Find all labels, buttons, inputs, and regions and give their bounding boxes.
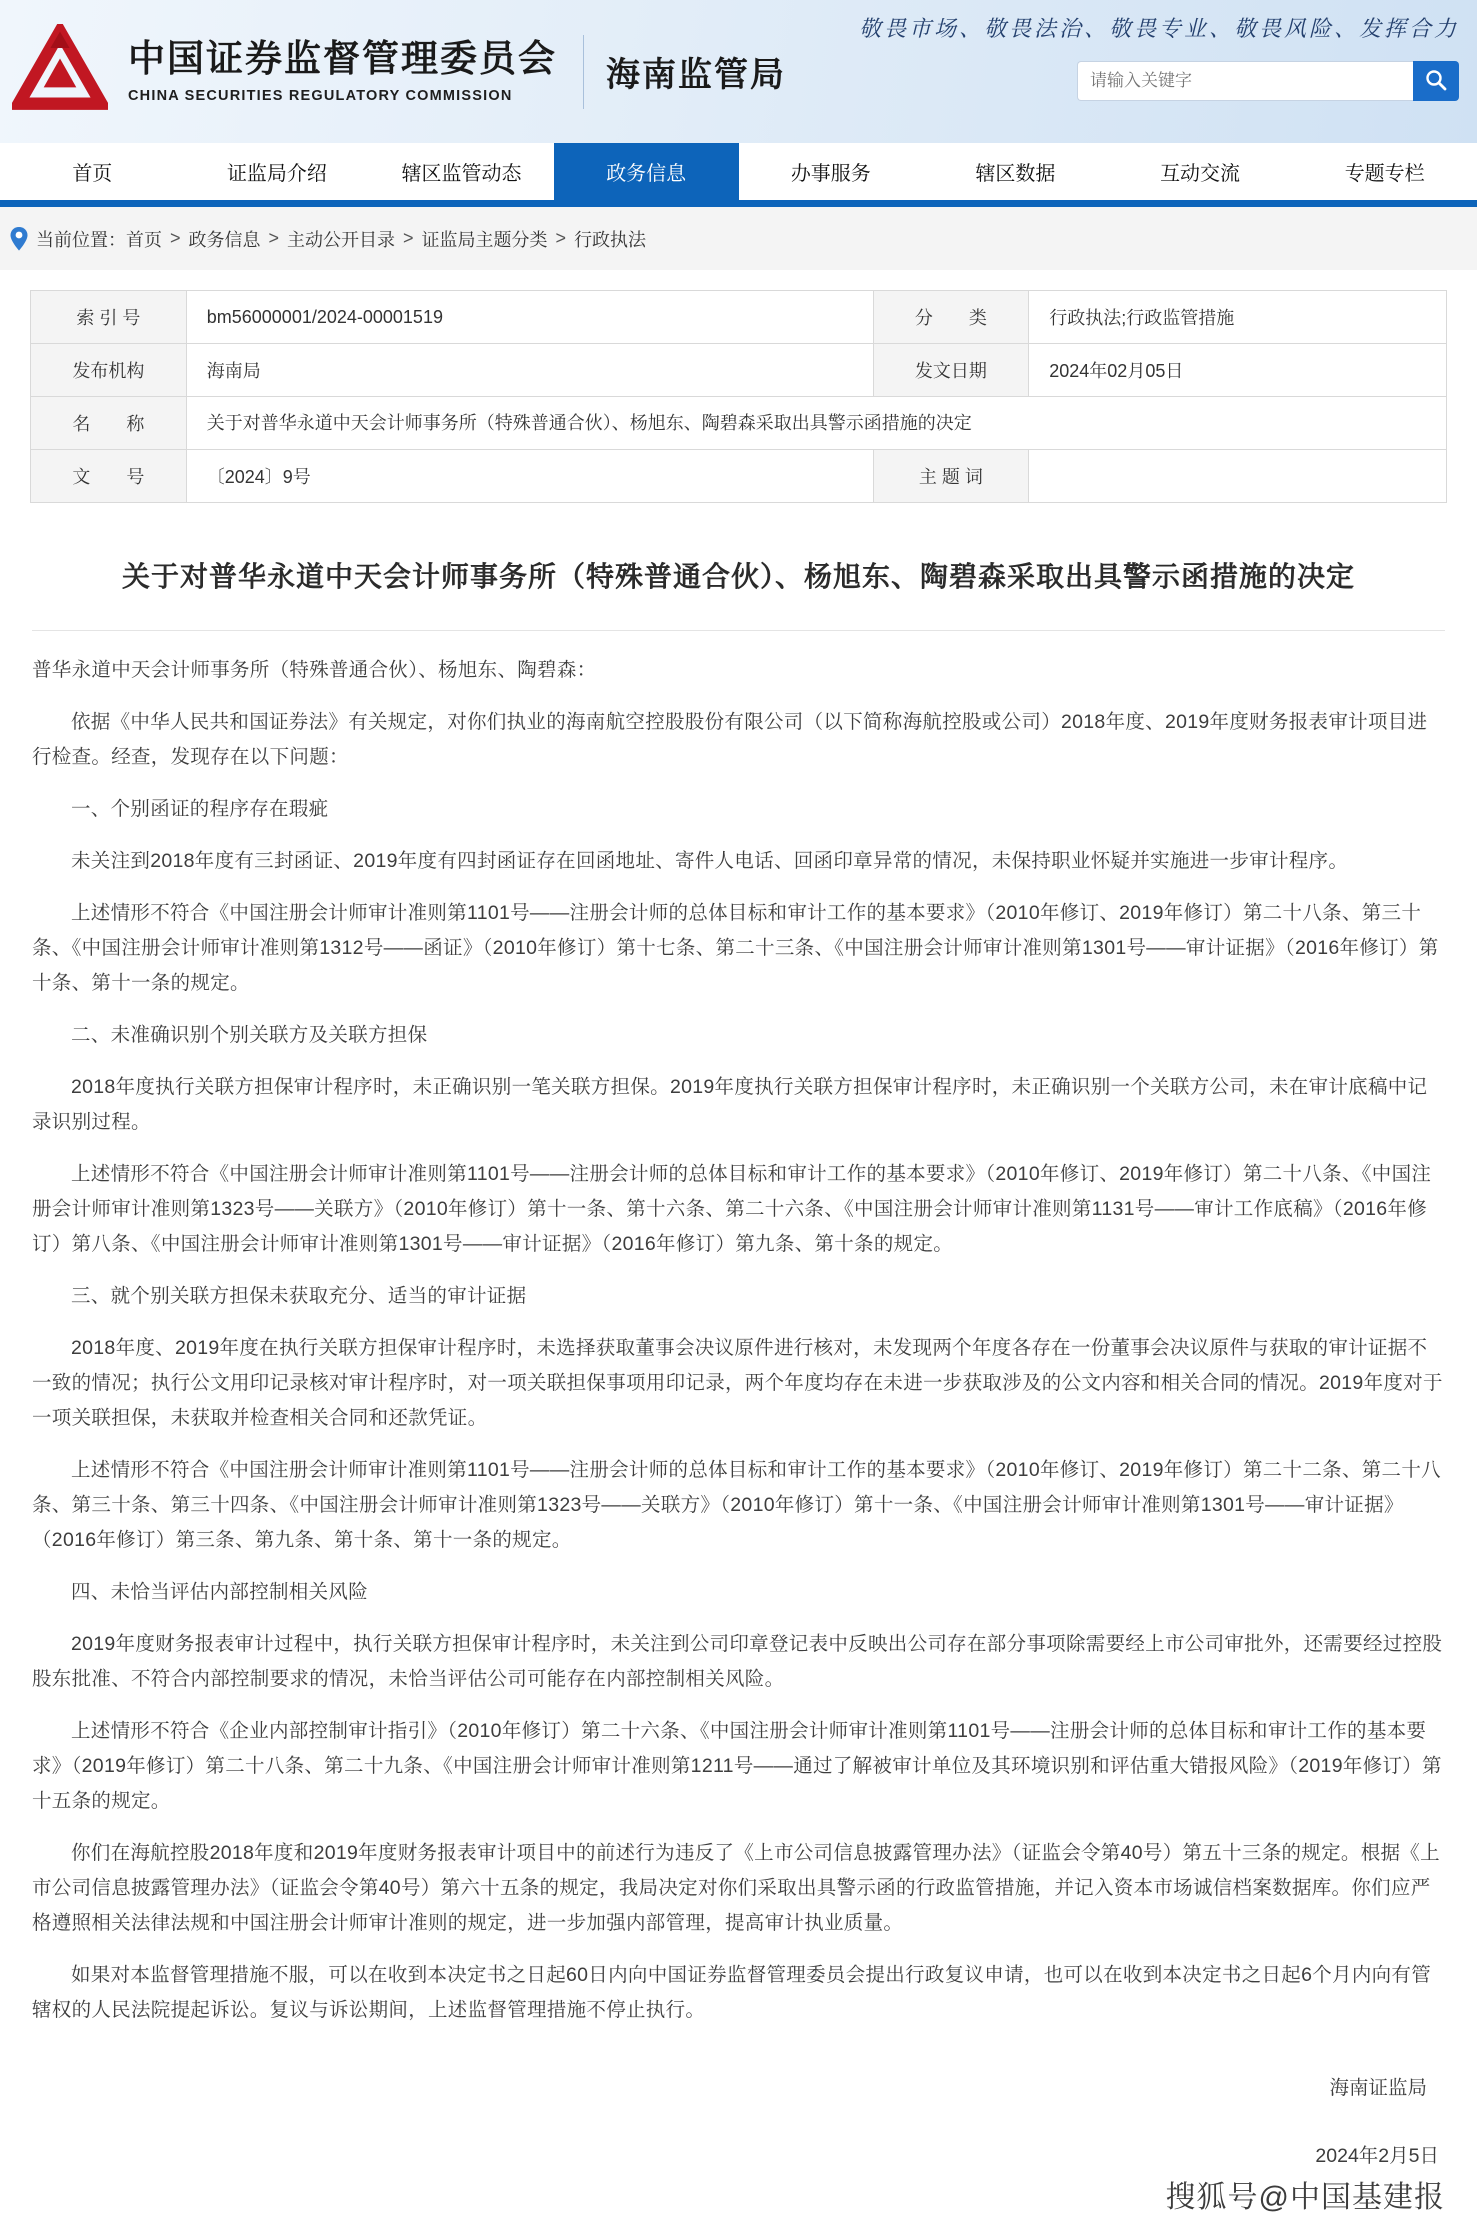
meta-value-subject-words bbox=[1029, 450, 1447, 503]
article-paragraph: 依据《中华人民共和国证券法》有关规定，对你们执业的海南航空控股股份有限公司（以下简称海航控股或公司）2018年度、2019年度财务报表审计项目进行检查。经查，发现存在以下问题： bbox=[32, 711, 1428, 769]
breadcrumb-link-enforcement[interactable]: 行政执法 bbox=[574, 229, 647, 250]
table-row bbox=[31, 344, 1447, 397]
search-bar bbox=[859, 61, 1459, 101]
article-paragraph: 如果对本监督管理措施不服，可以在收到本决定书之日起60日内向中国证券监督管理委员会提出行政复议申请，也可以在收到本决定书之日起6个月内向有管辖权的人民法院提起诉讼。复议与诉讼期间，上述监督管理措施不停止执行。 bbox=[32, 1964, 1432, 2022]
nav-underline bbox=[0, 200, 1477, 207]
article bbox=[0, 555, 1477, 2216]
search-button[interactable] bbox=[1413, 61, 1459, 101]
meta-value-issue-date: 2024年02月05日 bbox=[1029, 344, 1447, 397]
meta-label-index-no: 索 引 号 bbox=[31, 291, 187, 344]
search-input[interactable] bbox=[1077, 61, 1413, 101]
document-body bbox=[32, 653, 1445, 2028]
search-icon bbox=[1424, 68, 1448, 95]
meta-label-subject-words: 主 题 词 bbox=[873, 450, 1029, 503]
document-meta-table bbox=[30, 290, 1447, 503]
breadcrumb bbox=[10, 226, 646, 252]
article-paragraph: 上述情形不符合《中国注册会计师审计准则第1101号——注册会计师的总体目标和审计工作的基本要求》（2010年修订、2019年修订）第二十八条、第三十条、《中国注册会计师审计准则第1312号——函证》（2010年修订）第十七条、第二十三条、《中国注册会计师审计准则第1301号——审计证据》（2016年修订）第十条、第十一条的规定。 bbox=[32, 902, 1439, 995]
article-paragraph: 二、未准确识别个别关联方及关联方担保 bbox=[71, 1024, 428, 1047]
breadcrumb-separator: > bbox=[555, 228, 567, 248]
bureau-name: 海南监管局 bbox=[606, 56, 786, 94]
breadcrumb-separator: > bbox=[403, 228, 414, 248]
article-paragraph: 你们在海航控股2018年度和2019年度财务报表审计项目中的前述行为违反了《上市公司信息披露管理办法》（证监会令第40号）第五十三条的规定。根据《上市公司信息披露管理办法》（证监会令第40号）第六十五条的规定，我局决定对你们采取出具警示函的行政监管措施，并记入资本市场诚信档案数据库。你们应严格遵照相关法律法规和中国注册会计师审计准则的规定，进一步加强内部管理，提高审计执业质量。 bbox=[32, 1842, 1440, 1935]
meta-label-issue-date: 发文日期 bbox=[873, 344, 1029, 397]
nav-item-regional-data[interactable]: 辖区数据 bbox=[975, 163, 1056, 185]
breadcrumb-separator: > bbox=[268, 228, 280, 248]
table-row bbox=[31, 291, 1447, 344]
article-paragraph: 上述情形不符合《中国注册会计师审计准则第1101号——注册会计师的总体目标和审计工作的基本要求》（2010年修订、2019年修订）第二十八条、《中国注册会计师审计准则第1323号——关联方》（2010年修订）第十一条、第十六条、第二十六条、《中国注册会计师审计准则第1131号——审计工作底稿》（2016年修订）第八条、《中国注册会计师审计准则第1301号——审计证据》（2016年修订）第九条、第十条的规定。 bbox=[32, 1163, 1432, 1256]
breadcrumb-link-gov-info[interactable]: 政务信息 bbox=[188, 229, 261, 250]
header-right bbox=[859, 12, 1459, 101]
meta-label-title: 名 称 bbox=[31, 397, 187, 450]
article-paragraph: 一、个别函证的程序存在瑕疵 bbox=[71, 798, 329, 821]
article-paragraph: 2019年度财务报表审计过程中，执行关联方担保审计程序时，未关注到公司印章登记表中反映出公司存在部分事项除需要经上市公司审批外，还需要经过控股股东批准、不符合内部控制要求的情况，未恰当评估公司可能存在内部控制相关风险。 bbox=[32, 1633, 1443, 1691]
nav-item-interaction[interactable]: 互动交流 bbox=[1160, 163, 1241, 185]
signature: 海南证监局 bbox=[1329, 2077, 1427, 2100]
org-name-en: CHINA SECURITIES REGULATORY COMMISSION bbox=[128, 87, 513, 104]
location-pin-icon bbox=[10, 227, 28, 251]
nav-item-special-columns[interactable]: 专题专栏 bbox=[1344, 163, 1425, 185]
breadcrumb-link-open-directory[interactable]: 主动公开目录 bbox=[287, 229, 396, 250]
table-row bbox=[31, 397, 1447, 450]
sohu-watermark: 搜狐号@中国基建报 bbox=[1165, 2181, 1445, 2215]
breadcrumb-link-topic-category[interactable]: 证监局主题分类 bbox=[421, 229, 548, 250]
meta-value-title: 关于对普华永道中天会计师事务所（特殊普通合伙）、杨旭东、陶碧森采取出具警示函措施的决定 bbox=[186, 397, 1446, 450]
article-paragraph: 未关注到2018年度有三封函证、2019年度有四封函证存在回函地址、寄件人电话、回函印章异常的情况，未保持职业怀疑并实施进一步审计程序。 bbox=[71, 850, 1349, 873]
article-paragraph: 上述情形不符合《企业内部控制审计指引》（2010年修订）第二十六条、《中国注册会计师审计准则第1101号——注册会计师的总体目标和审计工作的基本要求》（2019年修订）第二十八条、第二十九条、《中国注册会计师审计准则第1211号——通过了解被审计单位及其环境识别和评估重大错报风险》（2019年修订）第十五条的规定。 bbox=[32, 1720, 1442, 1813]
header-divider bbox=[583, 35, 584, 109]
title-divider bbox=[32, 630, 1445, 631]
article-paragraph: 四、未恰当评估内部控制相关风险 bbox=[71, 1581, 369, 1604]
slogan-text: 敬畏市场、敬畏法治、敬畏专业、敬畏风险、发挥合力 bbox=[858, 16, 1459, 41]
nav-item-bureau-intro[interactable]: 证监局介绍 bbox=[226, 163, 327, 185]
breadcrumb-separator: > bbox=[170, 228, 181, 248]
meta-label-category: 分 类 bbox=[873, 291, 1029, 344]
meta-label-doc-no: 文 号 bbox=[31, 450, 187, 503]
article-paragraph: 2018年度、2019年度在执行关联方担保审计程序时，未选择获取董事会决议原件进行核对，未发现两个年度各存在一份董事会决议原件与获取的审计证据不一致的情况；执行公文用印记录核对审计程序时，对一项关联担保事项用印记录，两个年度均存在未进一步获取涉及的公文内容和相关合同的情况。2019年度对于一项关联担保，未获取并检查相关合同和还款凭证。 bbox=[32, 1337, 1443, 1430]
nav-item-regional-updates[interactable]: 辖区监管动态 bbox=[401, 163, 522, 185]
nav-item-services[interactable]: 办事服务 bbox=[790, 163, 871, 185]
meta-value-doc-no: 〔2024〕9号 bbox=[186, 450, 873, 503]
org-name-cn: 中国证券监督管理委员会 bbox=[128, 38, 557, 80]
breadcrumb-link-home[interactable]: 首页 bbox=[126, 229, 162, 250]
article-paragraph: 普华永道中天会计师事务所（特殊普通合伙）、杨旭东、陶碧森： bbox=[32, 659, 597, 682]
page-title: 关于对普华永道中天会计师事务所（特殊普通合伙）、杨旭东、陶碧森采取出具警示函措施的决定 bbox=[121, 561, 1355, 592]
csrc-logo-icon bbox=[12, 24, 108, 120]
breadcrumb-band bbox=[0, 207, 1477, 270]
article-paragraph: 2018年度执行关联方担保审计程序时，未正确识别一笔关联方担保。2019年度执行关联方担保审计程序时，未正确识别一个关联方公司，未在审计底稿中记录识别过程。 bbox=[32, 1076, 1428, 1134]
nav-item-gov-info[interactable]: 政务信息 bbox=[554, 143, 739, 200]
brand-text bbox=[128, 39, 557, 104]
site-header bbox=[0, 0, 1477, 143]
article-paragraph: 上述情形不符合《中国注册会计师审计准则第1101号——注册会计师的总体目标和审计工作的基本要求》（2010年修订、2019年修订）第二十二条、第二十八条、第三十条、第三十四条、《中国注册会计师审计准则第1323号——关联方》（2010年修订）第十一条、《中国注册会计师审计准则第1301号——审计证据》（2016年修订）第三条、第九条、第十条、第十一条的规定。 bbox=[32, 1459, 1441, 1552]
meta-value-publisher: 海南局 bbox=[186, 344, 873, 397]
breadcrumb-prefix: 当前位置： bbox=[36, 229, 126, 250]
document-date: 2024年2月5日 bbox=[1315, 2145, 1439, 2168]
meta-value-category: 行政执法;行政监管措施 bbox=[1029, 291, 1447, 344]
table-row bbox=[31, 450, 1447, 503]
brand bbox=[0, 24, 786, 120]
nav-item-home[interactable]: 首页 bbox=[72, 163, 113, 185]
meta-label-publisher: 发布机构 bbox=[31, 344, 187, 397]
main-nav bbox=[0, 143, 1477, 207]
meta-value-index-no: bm56000001/2024-00001519 bbox=[186, 291, 873, 344]
article-paragraph: 三、就个别关联方担保未获取充分、适当的审计证据 bbox=[71, 1285, 527, 1308]
